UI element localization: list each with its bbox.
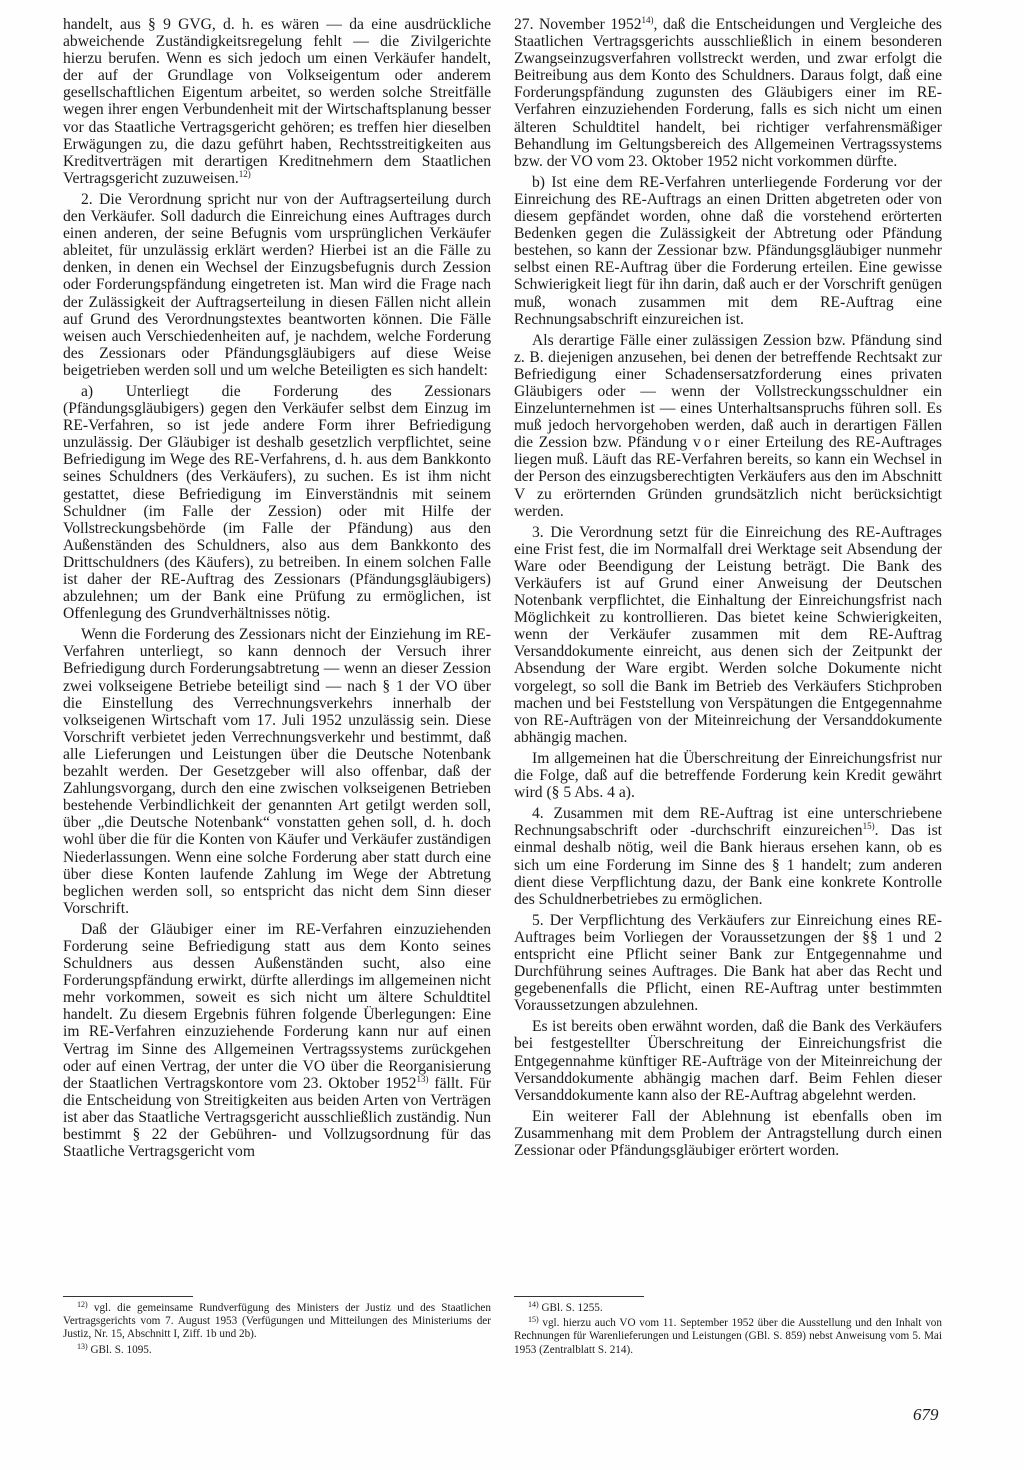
paragraph: Wenn die Forderung des Zessionars nicht der Einziehung im RE-Verfahren unterliegt, so kann dennoch der Versuch ihrer Befriedigung durch Forderungsabtretung — wenn an dieser Zession zwei volkseigene Betriebe beteiligt sind — nach § 1 der VO über die Einstellung des Verrechnungsverkehrs innerhalb der volkseigenen Wirtschaft vom 17. Juli 1952 unzulässig sein. Diese Vorschrift verbietet jeden Verrechnungsverkehr und bestimmt, daß alle Lieferungen und Leistungen über die Deutsche Notenbank bezahlt werden. Der Gesetzgeber will also offenbar, daß der Zahlungsvorgang, durch den eine zwischen volkseigenen Betrieben bestehende Verbindlichkeit der genannten Art getilgt werden soll, über „die Deutsche Notenbank“ vonstatten gehen soll, d. h. doch wohl über die für die Konten von Käufer und Verkäufer zuständigen Niederlassungen. Wenn eine solche Forderung aber statt durch eine über diese Konten laufende Zahlung im Wege der Abtretung beglichen werden soll, so entspricht das nicht dem Sinn dieser Vorschrift. [63,626,491,917]
right-text-column [514,16,942,1163]
footnote-number: 15) [528,1315,539,1325]
footnote-number: 13) [77,1341,88,1351]
paragraph: Als derartige Fälle einer zulässigen Zession bzw. Pfändung sind z. B. diejenigen anzusehen, bei denen der betreffende Rechtsakt zur Befriedigung einer Schadensersatzforderung eines privaten Gläubigers oder — wenn der Vollstreckungsschuldner ein Einzelunternehmen ist — eines Unterhaltsanspruchs führen soll. Es muß jedoch hervorgehoben werden, daß auch in derartigen Fällen die Zession bzw. Pfändung vor einer Erteilung des RE-Auftrages liegen muß. Läuft das RE-Verfahren bereits, so kann ein Wechsel in der Person des einzugsberechtigten Verkäufers aus den im Abschnitt V zu erörternden Gründen grundsätzlich nicht berücksichtigt werden. [514,331,942,520]
paragraph: Ein weiterer Fall der Ablehnung ist ebenfalls oben im Zusammenhang mit dem Problem der Antragstellung durch einen Zessionar oder Pfändungsgläubiger erörtert worden. [514,1107,942,1159]
footnote-number: 12) [77,1300,88,1309]
paragraph: Im allgemeinen hat die Überschreitung der Einreichungsfrist nur die Folge, daß auf die betreffende Forderung kein Kredit gewährt wird (§ 5 Abs. 4 a). [514,749,942,802]
footnote: $^{15)}$ vgl. hierzu auch VO vom 11. September 1952 über die Ausstellung und den Inhalt von Rechnungen für Warenlieferungen und Leistungen (GBl. S. 859) nebst Anweisung vom 5. Mai 1953 (Zentralblatt S. 214). [514,1315,942,1356]
footnote: $^{12)}$ vgl. die gemeinsame Rundverfügung des Ministers der Justiz und des Staatlichen Vertragsgerichts vom 7. August 1953 (Verfügungen und Mitteilungen des Ministeriums der Justiz, Nr. 15, Abschnitt I, Ziff. 1b und 2b). [63,1300,491,1341]
paragraph: handelt, aus § 9 GVG, d. h. es wären — da eine ausdrückliche abweichende Zuständigkeitsregelung fehlt — die Zivilgerichte hierzu berufen. Wenn es sich jedoch um einen Verkäufer handelt, der auf der Grundlage von Volkseigentum oder anderem gesellschaftlichen Eigentum arbeitet, so werden solche Streitfälle wegen ihrer engen Verbundenheit mit der Wirtschaftsplanung besser vor das Staatliche Vertragsgericht gehören; es treffen hier dieselben Erwägungen zu, die dazu geführt haben, Rechtsstreitigkeiten aus Kreditverträgen mit derartigen Kreditnehmern dem Staatlichen Vertragsgericht zuzuweisen.$^{12)}$ [63,16,491,187]
paragraph: b) Ist eine dem RE-Verfahren unterliegende Forderung vor der Einreichung des RE-Auftrags an einen Dritten abgetreten oder von diesem gepfändet worden, ohne daß die vorstehend erörterten Bedenken gegen die Zulässigkeit der Abtretung oder Pfändung bestehen, so kann der Zessionar bzw. Pfändungsgläubiger nunmehr selbst einen RE-Auftrag über die Forderung erteilen. Eine gewisse Schwierigkeit liegt für ihn darin, daß auch er der Vorschrift genügen muß, wonach zusammen mit dem RE-Auftrag eine Rechnungsabschrift einzureichen ist. [514,173,942,328]
footnote-ref: 14) [641,15,654,25]
paragraph: 4. Zusammen mit dem RE-Auftrag ist eine unterschriebene Rechnungsabschrift oder -durchschrift einzureichen$^{15)}$. Das ist einmal deshalb nötig, weil die Bank hieraus ersehen kann, ob es sich um eine Forderung im Sinne des § 1 handelt; zum anderen dient diese Verpflichtung dazu, der Bank eine konkrete Kontrolle des Schuldnerbetriebes zu ermöglichen. [514,805,942,908]
paragraph: 5. Der Verpflichtung des Verkäufers zur Einreichung eines RE-Auftrages beim Vorliegen der Voraussetzungen der §§ 1 und 2 entspricht eine Pflicht seiner Bank zur Entgegennahme und Durchführung seines Auftrages. Die Bank hat aber das Recht und gegebenenfalls die Pflicht, einen RE-Auftrag unter bestimmten Voraussetzungen abzulehnen. [514,911,942,1015]
paragraph: a) Unterliegt die Forderung des Zessionars (Pfändungsgläubigers) gegen den Verkäufer selbst dem Einzug im RE-Verfahren, so ist jede andere Form ihrer Befriedigung unzulässig. Der Gläubiger ist deshalb gesetzlich verpflichtet, seine Befriedigung im Wege des RE-Verfahrens, d. h. aus dem Bankkonto seines Schuldners (des Verkäufers), zu suchen. Es ist ihm nicht gestattet, diese Befriedigung im Einverständnis mit seinem Schuldner (im Falle der Zession) oder mit Hilfe der Vollstreckungsbehörde (im Falle der Pfändung) aus den Außenständen des Schuldners, also aus dem Bankkonto des Drittschuldners (des Käufers), zu betreiben. In einem solchen Falle ist daher der RE-Auftrag des Zessionars (Pfändungsgläubigers) abzulehnen; um der Bank eine Prüfung zu ermöglichen, ist Offenlegung des Grundverhältnisses nötig. [63,382,491,623]
paragraph: 3. Die Verordnung setzt für die Einreichung des RE-Auftrages eine Frist fest, die im Normalfall drei Werktage seit Absendung der Ware oder Beendigung der Leistung beträgt. Die Bank des Verkäufers ist auf Grund einer Anweisung der Deutschen Notenbank verpflichtet, die Einhaltung der Einreichungsfrist nach Möglichkeit zu kontrollieren. Das bietet keine Schwierigkeiten, wenn der Verkäufer zusammen mit dem RE-Auftrag Versanddokumente einreicht, aus denen sich der Zeitpunkt der Absendung der Ware ergibt. Werden solche Dokumente nicht vorgelegt, so soll die Bank im Betrieb des Verkäufers Stichproben machen und bei Feststellung von Verspätungen die Entgegennahme von RE-Aufträgen von der Miteinreichung der Versanddokumente abhängig machen. [514,523,942,746]
paragraph: Daß der Gläubiger einer im RE-Verfahren einzuziehenden Forderung seine Befriedigung statt aus dem Konto seines Schuldners aus dessen Außenständen sucht, also eine Forderungspfändung erwirkt, dürfte allerdings im allgemeinen nicht mehr vorkommen, soweit es sich nicht um ältere Schuldtitel handelt. Zu diesem Ergebnis führen folgende Überlegungen: Eine im RE-Verfahren einzuziehende Forderung kann nur auf einen Vertrag im Sinne des Allgemeinen Vertragssystems zurückgehen oder auf einen Vertrag, der unter die VO über die Reorganisierung der Staatlichen Vertragskontore vom 23. Oktober 1952$^{13)}$ fällt. Für die Entscheidung von Streitigkeiten aus beiden Arten von Verträgen ist aber das Staatliche Vertragsgericht ausschließlich zuständig. Nun bestimmt § 22 der Gebühren- und Vollzugsordnung für das Staatliche Vertragsgericht vom [63,920,491,1161]
paragraph: 2. Die Verordnung spricht nur von der Auftragserteilung durch den Verkäufer. Soll dadurch die Einreichung eines Auftrages durch einen anderen, der seine Befugnis vom ursprünglichen Verkäufer ableitet, für unzulässig erklärt werden? Hierbei ist an die Fälle zu denken, in denen ein Wechsel der Einzugsbefugnis durch Zession oder Forderungspfändung eingetreten ist. Man wird die Frage nach der Zulässigkeit der Auftragserteilung in diesen Fällen nicht allein auf Grund des Verordnungstextes beantworten können. Die Fälle weisen auch Verschiedenheiten auf, je nachdem, welche Forderung des Zessionars oder Pfändungsgläubigers auf diese Weise beigetrieben werden soll und um welche Beteiligten es sich handelt: [63,190,491,379]
page-number: 679 [913,1405,939,1424]
footnote-ref: 13) [416,1073,429,1084]
footnote: $^{14)}$ GBl. S. 1255. [528,1300,603,1314]
paragraph: Es ist bereits oben erwähnt worden, daß die Bank des Verkäufers bei festgestellter Überschreitung der Einreichungsfrist die Entgegennahme künftiger RE-Aufträge von der Miteinreichung der Versanddokumente abhängig machen darf. Beim Fehlen dieser Versanddokumente kann also der RE-Auftrag abgelehnt werden. [514,1018,942,1104]
footnote-ref: 15) [862,821,875,832]
footnote: $^{13)}$ GBl. S. 1095. [77,1341,152,1356]
spaced-emphasis: vor [692,434,723,452]
paragraph: 27. November 1952$^{14)}$, daß die Entscheidungen und Vergleiche des Staatlichen Vertragsgerichts ausschließlich in einem besonderen Zwangseinzugsverfahren vollstreckt werden, und zwar erfolgt die Beitreibung aus dem Konto des Schuldners. Daraus folgt, daß eine Forderungspfändung zugunsten des Gläubigers einer im RE-Verfahren einzuziehenden Forderung, falls es sich nicht um einen älteren Schuldtitel handelt, bei richtiger verfahrensmäßiger Behandlung im Geltungsbereich des Allgemeinen Vertragssystems bzw. der VO vom 23. Oktober 1952 nicht vorkommen dürfte. [514,15,942,170]
footnote-divider [63,1296,193,1297]
footnotes-left [63,1296,491,1359]
footnotes-right [514,1296,942,1359]
left-text-column [63,16,491,1164]
footnote-number: 14) [528,1300,539,1309]
footnote-ref: 12) [238,168,251,179]
footnote-divider [514,1296,644,1297]
